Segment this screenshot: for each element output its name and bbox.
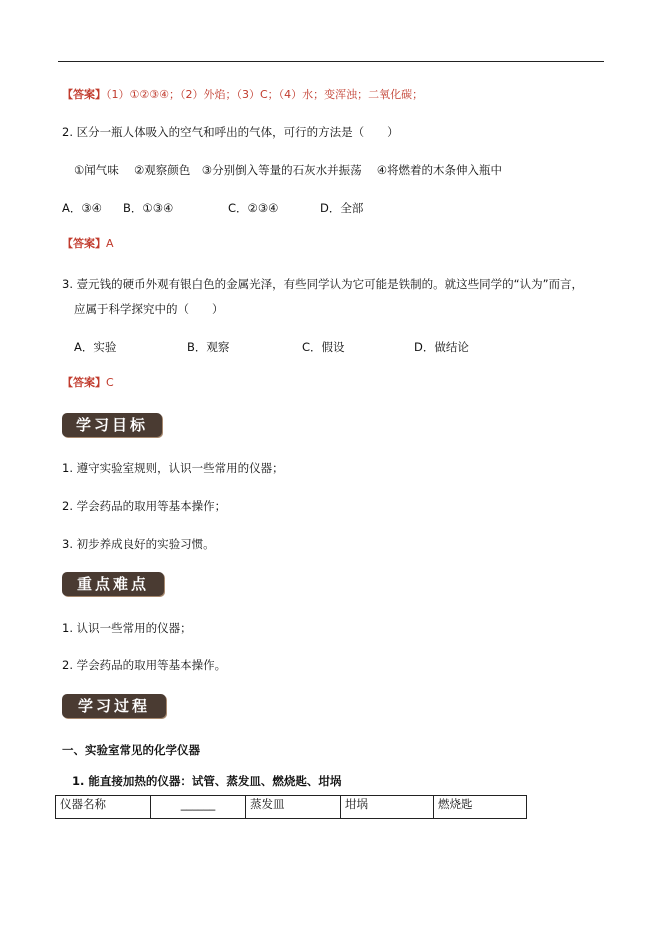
header-rule [58,61,604,62]
question-3-stem-line-1: 3. 壹元钱的硬币外观有银白色的金属光泽，有些同学认为它可能是铁制的。就这些同学的“认为”而言， [62,277,584,291]
goal-item: 3. 初步养成良好的实验习惯。 [62,537,215,551]
answer-text: （1）①②③④；（2）外焰；（3）C；（4）水；变浑浊；二氧化碳； [106,88,424,101]
answer-label: 【答案】 [62,88,106,101]
key-point-item: 2. 学会药品的取用等基本操作。 [62,658,227,672]
section-badge-process: 学习过程 [62,694,166,718]
answer-label: 【答案】 [62,237,106,250]
table-cell-blank: ______ [151,796,246,819]
question-3-option-a: A．实验 [74,340,117,354]
answer-text: C [106,376,114,389]
section-badge-goals: 学习目标 [62,413,162,437]
section-subheading: 1. 能直接加热的仪器：试管、蒸发皿、燃烧匙、坩埚 [72,774,342,788]
question-3-option-b: B．观察 [187,340,230,354]
answer-line-2 [62,237,114,251]
answer-label: 【答案】 [62,376,106,389]
key-point-item: 1. 认识一些常用的仪器； [62,621,192,635]
answer-line-3 [62,376,114,390]
question-2-stem: 2. 区分一瓶人体吸入的空气和呼出的气体，可行的方法是（ ） [62,125,399,139]
question-2-option-a: A．③④ [62,201,102,215]
goal-item: 1. 遵守实验室规则，认识一些常用的仪器； [62,461,284,475]
answer-line-1 [62,88,423,102]
section-heading: 一、实验室常见的化学仪器 [62,743,200,757]
question-3-stem-line-2: 应属于科学探究中的（ ） [74,302,224,316]
question-2-methods: ①闻气味 ②观察颜色 ③分别倒入等量的石灰水并振荡 ④将燃着的木条伸入瓶中 [74,163,503,177]
table-cell: 仪器名称 [56,796,151,819]
question-2-option-c: C．②③④ [228,201,279,215]
question-2-option-d: D．全部 [320,201,364,215]
question-3-option-d: D．做结论 [414,340,469,354]
table-cell: 蒸发皿 [246,796,341,819]
table-row [56,796,527,819]
goal-item: 2. 学会药品的取用等基本操作； [62,499,227,513]
answer-text: A [106,237,114,250]
section-badge-key-points: 重点难点 [62,572,164,596]
question-3-option-c: C．假设 [302,340,345,354]
question-2-option-b: B．①③④ [123,201,174,215]
table-cell: 燃烧匙 [434,796,527,819]
table-cell: 坩埚 [341,796,434,819]
instrument-table [55,795,527,819]
